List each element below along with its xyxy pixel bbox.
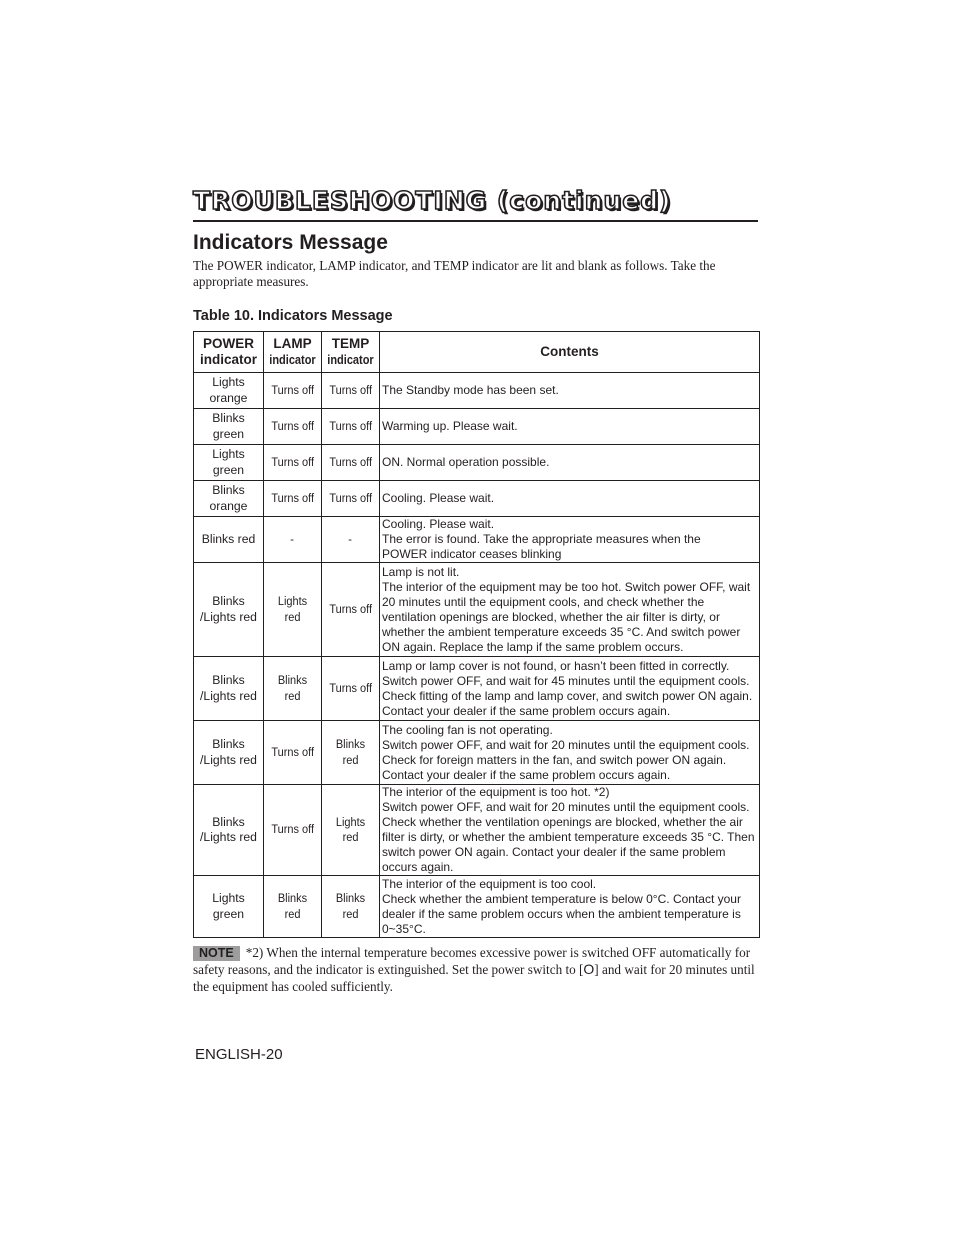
table-row — [194, 373, 760, 409]
cell-contents-line: Cooling. Please wait. — [382, 517, 495, 531]
cell-temp — [322, 481, 380, 517]
cell-contents — [380, 563, 760, 657]
cell-temp — [322, 657, 380, 721]
cell-power — [194, 445, 264, 481]
table-row — [194, 657, 760, 721]
header-temp-label: TEMP — [331, 336, 370, 351]
cell-contents-line: The error is found. Take the appropriate measures when the — [382, 532, 701, 546]
title-rule — [193, 220, 758, 222]
cell-power-line: Blinks — [212, 673, 245, 687]
cell-temp-text: Turns off — [329, 418, 372, 433]
cell-lamp-text: - — [290, 531, 295, 546]
cell-power — [194, 657, 264, 721]
cell-temp — [322, 721, 380, 785]
cell-temp — [322, 785, 380, 876]
cell-contents — [380, 876, 760, 938]
cell-contents-line: Lamp is not lit. — [382, 564, 460, 579]
cell-power — [194, 785, 264, 876]
cell-lamp — [264, 409, 322, 445]
cell-temp — [322, 517, 380, 563]
cell-contents-line: POWER indicator ceases blinking — [382, 547, 562, 561]
cell-temp-text: Turns off — [329, 382, 372, 397]
cell-contents-line: Switch power OFF, and wait for 20 minutes until the equipment cools. Check for foreign matters in the fan, and switch power ON again. Contact your dealer if the same problem occurs again. — [382, 737, 750, 782]
cell-power-line: Blinks — [212, 594, 245, 608]
cell-contents — [380, 409, 760, 445]
header-lamp-sub: indicator — [269, 353, 316, 367]
cell-power-line: Blinks — [212, 814, 245, 829]
cell-lamp — [264, 517, 322, 563]
cell-lamp — [264, 481, 322, 517]
cell-lamp — [264, 785, 322, 876]
cell-temp-text: Turns off — [329, 490, 372, 505]
cell-temp — [322, 563, 380, 657]
cell-power-line: /Lights red — [200, 688, 257, 703]
cell-power-line: green — [212, 426, 245, 441]
cell-lamp — [264, 563, 322, 657]
cell-power — [194, 721, 264, 785]
cell-lamp-text: Turns off — [271, 822, 314, 837]
cell-lamp-text: Turns off — [271, 744, 314, 759]
cell-contents-line: Switch power OFF, and wait for 20 minutes until the equipment cools. Check whether the ventilation openings are blocked, whether the air filter is dirty, or whether the ambient temperature exceeds 35 °C. Then switch power ON again. Contact your dealer if the same problem occurs again. — [382, 800, 755, 874]
cell-lamp — [264, 373, 322, 409]
header-temp — [322, 332, 380, 373]
note-badge: NOTE — [193, 946, 240, 961]
cell-power-line: orange — [209, 390, 248, 405]
table-row — [194, 481, 760, 517]
header-temp-sub: indicator — [327, 353, 374, 367]
cell-temp — [322, 409, 380, 445]
cell-temp — [322, 445, 380, 481]
note-paragraph — [193, 944, 758, 995]
cell-contents-line: The Standby mode has been set. — [382, 383, 559, 397]
cell-lamp-text: Blinks red — [277, 891, 308, 921]
cell-temp-text: Turns off — [329, 454, 372, 469]
table-row — [194, 785, 760, 876]
cell-contents — [380, 517, 760, 563]
cell-temp-text: Blinks red — [335, 737, 366, 767]
cell-contents-line: ON. Normal operation possible. — [382, 455, 550, 469]
cell-power-line: /Lights red — [200, 830, 257, 844]
cell-power-line: green — [212, 906, 245, 921]
cell-lamp-text: Turns off — [271, 454, 314, 469]
cell-contents — [380, 481, 760, 517]
cell-contents-line: Warming up. Please wait. — [382, 419, 518, 433]
power-switch-symbol: O — [583, 961, 595, 977]
note-text-before: *2) When the internal temperature becomes excessive power is switched OFF automatically for safety reasons, and the indicator is extinguished. Set the power switch to [ — [193, 945, 751, 977]
cell-power-line: Blinks — [212, 737, 245, 751]
cell-power-line: Lights — [212, 891, 245, 905]
cell-contents — [380, 657, 760, 721]
table-header-row — [194, 332, 760, 373]
table-row — [194, 563, 760, 657]
cell-power — [194, 517, 264, 563]
cell-lamp-text: Blinks red — [277, 673, 308, 703]
cell-power — [194, 481, 264, 517]
cell-power-line: /Lights red — [200, 752, 257, 767]
cell-power-line: Lights — [212, 375, 245, 389]
cell-power-line: Lights — [212, 447, 245, 461]
page-title: TROUBLESHOOTING (continued) — [193, 186, 672, 215]
cell-power-line: /Lights red — [200, 609, 257, 624]
header-power — [194, 332, 264, 373]
cell-lamp — [264, 721, 322, 785]
table-caption: Table 10. Indicators Message — [193, 308, 393, 324]
cell-power-line: orange — [209, 498, 248, 513]
cell-temp-text: Turns off — [329, 680, 372, 695]
table-row — [194, 445, 760, 481]
cell-power-line: Blinks — [212, 411, 245, 425]
table-row — [194, 876, 760, 938]
cell-lamp — [264, 657, 322, 721]
page-content — [193, 186, 758, 995]
cell-contents-line: Cooling. Please wait. — [382, 491, 495, 505]
cell-contents — [380, 445, 760, 481]
cell-contents-line: The interior of the equipment may be too hot. Switch power OFF, wait 20 minutes until the equipment cools, and check whether the ventilation openings are blocked, whether the air filter is dirty, or whether the ambient temperature exceeds 35 °C. And switch power ON again. Replace the lamp if the same problem occurs. — [382, 579, 751, 654]
cell-lamp-text: Lights red — [277, 594, 308, 624]
cell-temp-text: - — [348, 531, 353, 546]
cell-contents — [380, 785, 760, 876]
cell-contents-line: Lamp or lamp cover is not found, or hasn’t been fitted in correctly. Switch power OFF, and wait for 45 minutes until the equipment cools. Check fitting of the lamp and lamp cover, and switch power ON again. Contact your dealer if the same problem occurs again. — [382, 658, 753, 718]
cell-lamp — [264, 445, 322, 481]
cell-temp — [322, 876, 380, 938]
cell-temp-text: Lights red — [335, 814, 366, 844]
cell-contents-line: Check whether the ambient temperature is below 0°C. Contact your dealer if the same problem occurs when the ambient temperature is 0~35°C. — [382, 891, 741, 936]
cell-temp-text: Blinks red — [335, 891, 366, 921]
indicators-table — [193, 331, 760, 938]
cell-lamp — [264, 876, 322, 938]
cell-contents-line: The interior of the equipment is too hot. *2) — [382, 785, 610, 799]
cell-power — [194, 563, 264, 657]
table-row — [194, 721, 760, 785]
header-lamp — [264, 332, 322, 373]
cell-power-line: Blinks red — [201, 531, 256, 546]
table-body — [194, 373, 760, 938]
table-row — [194, 409, 760, 445]
header-contents: Contents — [380, 332, 760, 373]
cell-temp-text: Turns off — [329, 601, 372, 616]
cell-temp — [322, 373, 380, 409]
header-power-label: POWER — [202, 336, 254, 351]
section-intro: The POWER indicator, LAMP indicator, and TEMP indicator are lit and blank as follows. Take the appropriate measures. — [193, 258, 716, 289]
cell-contents-line: The cooling fan is not operating. — [382, 722, 553, 737]
table-row — [194, 517, 760, 563]
page-number: ENGLISH-20 — [195, 1046, 283, 1063]
cell-power-line: green — [212, 462, 245, 477]
note-text-after: ] and wait for 20 minutes until the equipment has cooled sufficiently. — [193, 962, 755, 994]
cell-power-line: Blinks — [212, 483, 245, 497]
header-lamp-label: LAMP — [273, 336, 312, 351]
cell-power — [194, 876, 264, 938]
cell-contents-line: The interior of the equipment is too cool. — [382, 876, 597, 891]
cell-lamp-text: Turns off — [271, 382, 314, 397]
cell-lamp-text: Turns off — [271, 418, 314, 433]
cell-contents — [380, 373, 760, 409]
cell-power — [194, 409, 264, 445]
cell-power — [194, 373, 264, 409]
header-power-sub: indicator — [199, 352, 257, 367]
cell-contents — [380, 721, 760, 785]
cell-lamp-text: Turns off — [271, 490, 314, 505]
section-title: Indicators Message — [193, 231, 388, 254]
